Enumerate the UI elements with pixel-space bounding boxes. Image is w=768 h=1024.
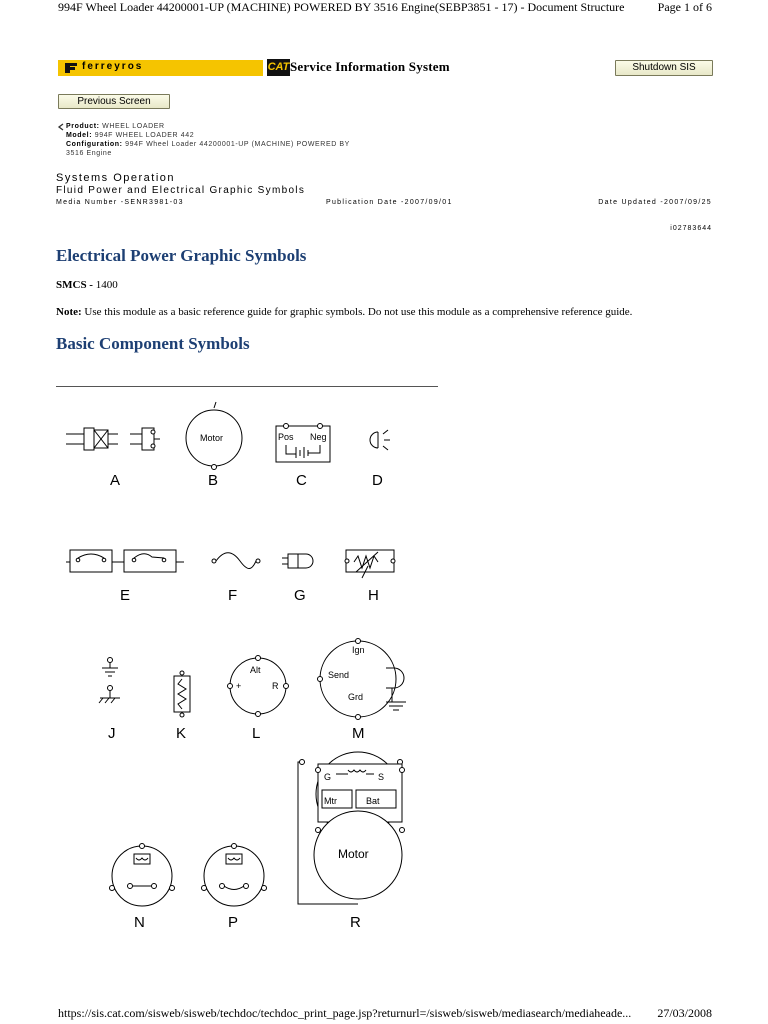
collapse-chevron-icon[interactable] <box>57 123 65 131</box>
cat-logo: CAT <box>267 59 290 76</box>
document-subtitle: Fluid Power and Electrical Graphic Symbols <box>56 185 306 196</box>
section-divider <box>56 386 438 387</box>
symbol-h <box>345 550 395 578</box>
symbol-c-pos-label: Pos <box>278 432 294 442</box>
symbol-j <box>99 658 120 704</box>
symbol-c-letter: C <box>296 472 307 489</box>
symbol-r <box>298 752 405 904</box>
publication-date: Publication Date -2007/09/01 <box>326 199 453 206</box>
symbol-b-motor-label: Motor <box>200 433 224 443</box>
configuration-line <box>66 141 350 148</box>
print-footer-url: https://sis.cat.com/sisweb/sisweb/techdoc/techdoc_print_page.jsp?returnurl=/sisweb/sisweb/mediasearch/mediaheade... <box>58 1006 632 1020</box>
symbol-g-letter: G <box>294 587 306 604</box>
note-text: Use this module as a basic reference guide for graphic symbols. Do not use this module as a comprehensive reference guide. <box>84 306 633 318</box>
configuration-label: Configuration: <box>66 141 123 148</box>
symbol-a-letter: A <box>110 472 121 489</box>
symbol-e <box>66 550 184 572</box>
symbol-f-letter: F <box>228 587 238 604</box>
symbol-l-letter: L <box>252 725 261 742</box>
symbols-figure <box>56 390 416 940</box>
symbol-p-letter: P <box>228 914 239 931</box>
page-title: Electrical Power Graphic Symbols <box>56 246 307 265</box>
print-footer-date: 27/03/2008 <box>657 1006 712 1020</box>
symbol-d <box>370 430 390 450</box>
symbol-a <box>66 428 160 450</box>
symbol-l-r-label: R <box>272 681 279 691</box>
symbol-k <box>174 671 190 717</box>
print-header-title: 994F Wheel Loader 44200001-UP (MACHINE) POWERED BY 3516 Engine(SEBP3851 - 17) - Document Structure <box>58 0 625 14</box>
symbol-p <box>202 844 267 907</box>
symbol-d-letter: D <box>372 472 383 489</box>
dealer-name: ferreyros <box>82 61 144 72</box>
previous-screen-button[interactable]: Previous Screen <box>58 94 170 109</box>
symbol-m-send-label: Send <box>328 670 350 680</box>
symbol-m-letter: M <box>352 725 365 742</box>
section-heading: Basic Component Symbols <box>56 334 250 353</box>
model-line <box>66 132 194 139</box>
model-value: 994F WHEEL LOADER 442 <box>94 132 195 139</box>
symbol-b <box>186 402 242 470</box>
note-label: Note: <box>56 306 82 318</box>
symbol-n-letter: N <box>134 914 145 931</box>
symbol-c-neg-label: Neg <box>310 432 327 442</box>
symbol-k-letter: K <box>176 725 187 742</box>
product-line <box>66 123 165 130</box>
note-paragraph <box>56 306 632 318</box>
symbol-c <box>276 424 330 463</box>
symbol-m-grd-label: Grd <box>348 692 364 702</box>
configuration-value: 994F Wheel Loader 44200001-UP (MACHINE) POWERED BY <box>125 141 350 148</box>
document-category: Systems Operation <box>56 172 176 184</box>
symbol-r-g-label: G <box>324 772 332 782</box>
system-title: Service Information System <box>290 59 450 74</box>
symbol-g <box>282 554 313 568</box>
symbol-r-mtr-label: Mtr <box>324 796 337 806</box>
symbol-r-motor-label: Motor <box>338 847 369 861</box>
symbol-r-s-label: S <box>378 772 385 782</box>
symbol-l <box>228 656 289 717</box>
configuration-value-cont: 3516 Engine <box>66 150 112 157</box>
smcs-label: SMCS - <box>56 279 93 291</box>
smcs-code <box>56 279 118 291</box>
product-value: WHEEL LOADER <box>102 123 165 130</box>
smcs-value: 1400 <box>95 279 118 291</box>
symbol-r-bat-label: Bat <box>366 796 380 806</box>
model-label: Model: <box>66 132 93 139</box>
product-label: Product: <box>66 123 100 130</box>
dealer-logo-icon <box>64 62 78 74</box>
symbol-l-plus-label: + <box>236 681 242 691</box>
symbol-n <box>110 844 175 907</box>
print-page-number: Page 1 of 6 <box>657 0 712 14</box>
symbol-h-letter: H <box>368 587 379 604</box>
document-id: i02783644 <box>670 225 712 232</box>
symbol-e-letter: E <box>120 587 131 604</box>
symbol-f <box>212 553 260 569</box>
media-number: Media Number -SENR3981-03 <box>56 199 184 206</box>
symbol-j-letter: J <box>108 725 116 742</box>
date-updated: Date Updated -2007/09/25 <box>598 199 712 206</box>
symbol-l-alt-label: Alt <box>250 665 261 675</box>
shutdown-sis-button[interactable]: Shutdown SIS <box>615 60 713 76</box>
symbol-m-ign-label: Ign <box>352 645 365 655</box>
symbol-m <box>318 639 407 720</box>
symbol-b-letter: B <box>208 472 219 489</box>
symbol-r-letter: R <box>350 914 361 931</box>
